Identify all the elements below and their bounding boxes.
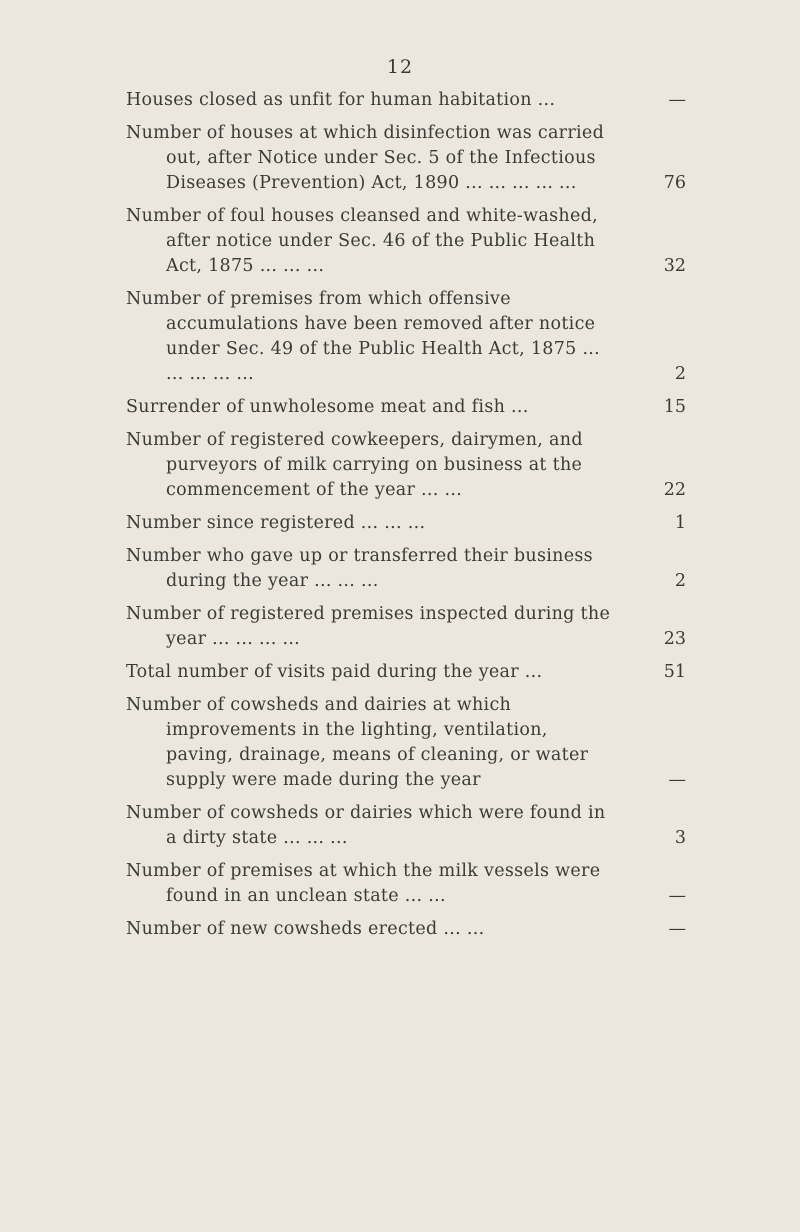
entry-label: Number of cowsheds or dairies which were found in a dirty state ... ... ...	[126, 803, 606, 848]
list-item	[126, 660, 686, 685]
list-item	[126, 544, 686, 594]
entry-value: 76	[663, 173, 686, 193]
entry-value: 22	[663, 480, 686, 500]
entry-label: Number of registered cowkeepers, dairymen, and purveyors of milk carrying on business at the commencement of the year ... ...	[126, 430, 583, 500]
entry-label: Total number of visits paid during the year ...	[126, 662, 543, 682]
entry-value: 1	[674, 513, 686, 533]
entry-label: Number who gave up or transferred their business during the year ... ... ...	[126, 546, 593, 591]
entry-value: 2	[674, 364, 686, 384]
entry-value: 23	[663, 629, 686, 649]
entry-value: 3	[674, 828, 686, 848]
entry-value: 32	[663, 256, 686, 276]
entry-value: —	[668, 886, 686, 906]
entry-label: Houses closed as unfit for human habitation ...	[126, 90, 556, 110]
entry-label: Number of premises from which offensive accumulations have been removed after notice under Sec. 49 of the Public Health Act, 1875 ... ... ... ... ...	[126, 289, 601, 384]
entry-label: Number of houses at which disinfection was carried out, after Notice under Sec. 5 of the Infectious Diseases (Prevention) Act, 1890 ... ... ... ... ...	[126, 123, 605, 193]
list-item	[126, 88, 686, 113]
entry-label: Number since registered ... ... ...	[126, 513, 426, 533]
list-item	[126, 602, 686, 652]
entry-label: Number of new cowsheds erected ... ...	[126, 919, 485, 939]
statistics-list	[126, 88, 686, 950]
list-item	[126, 801, 686, 851]
entry-label: Surrender of unwholesome meat and fish ...	[126, 397, 529, 417]
entry-value: —	[668, 919, 686, 939]
list-item	[126, 204, 686, 279]
entry-label: Number of cowsheds and dairies at which improvements in the lighting, ventilation, paving, drainage, means of cleaning, or water supply were made during the year	[126, 695, 589, 790]
entry-value: 51	[663, 662, 686, 682]
entry-value: 2	[674, 571, 686, 591]
list-item	[126, 917, 686, 942]
list-item	[126, 428, 686, 503]
list-item	[126, 693, 686, 793]
list-item	[126, 287, 686, 387]
entry-value: —	[668, 770, 686, 790]
list-item	[126, 121, 686, 196]
list-item	[126, 395, 686, 420]
page-number: 12	[386, 56, 414, 78]
list-item	[126, 859, 686, 909]
entry-label: Number of premises at which the milk vessels were found in an unclean state ... ...	[126, 861, 601, 906]
entry-value: —	[668, 90, 686, 110]
entry-label: Number of foul houses cleansed and white-washed, after notice under Sec. 46 of the Public Health Act, 1875 ... ... ...	[126, 206, 599, 276]
entry-label: Number of registered premises inspected during the year ... ... ... ...	[126, 604, 611, 649]
list-item	[126, 511, 686, 536]
entry-value: 15	[663, 397, 686, 417]
